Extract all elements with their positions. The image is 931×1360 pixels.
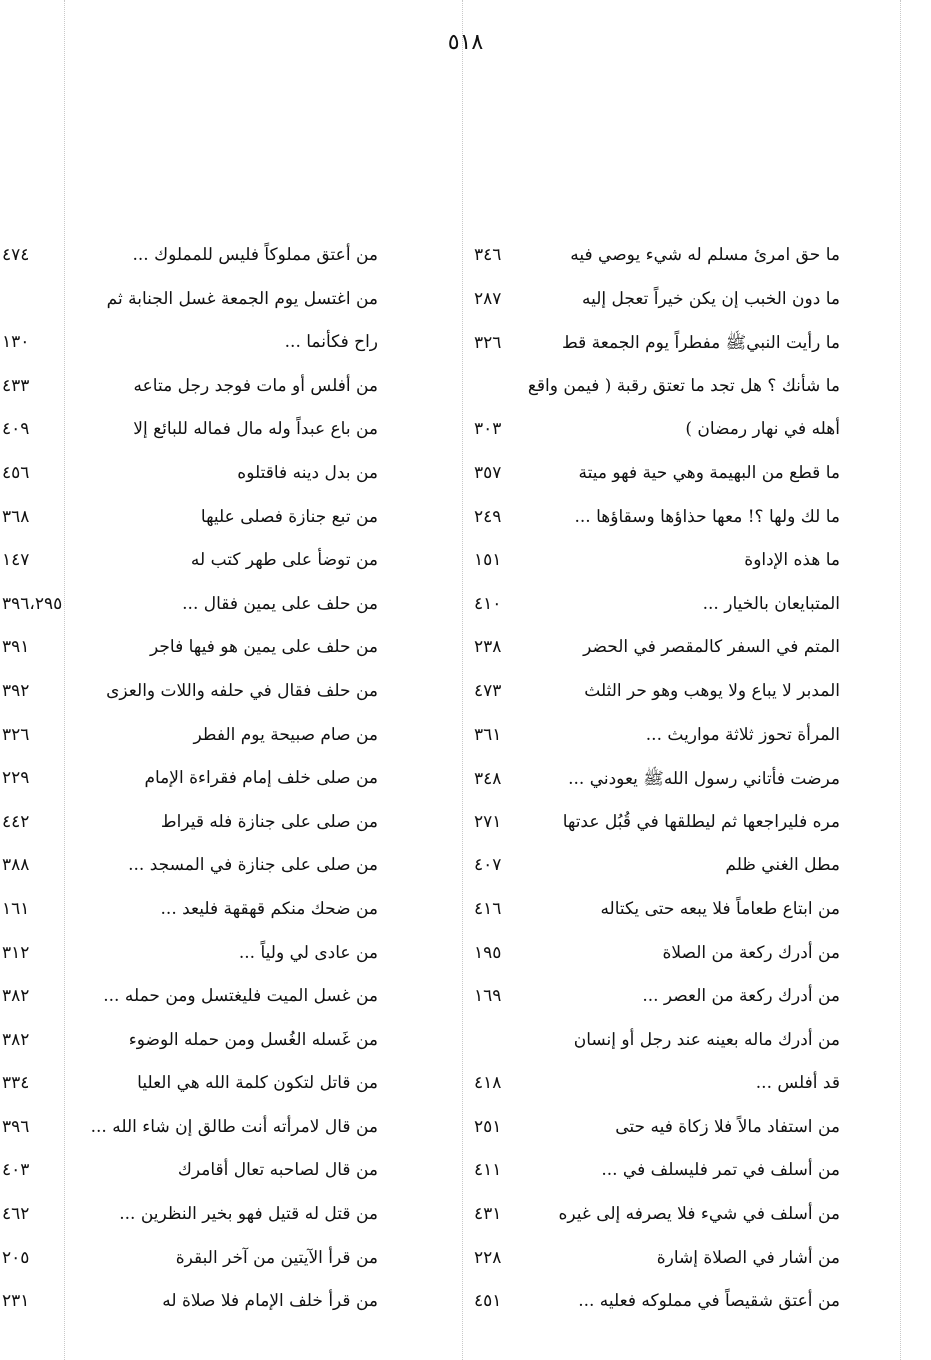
index-entry <box>468 550 840 594</box>
entry-page-number: ٣٩١ <box>2 637 30 658</box>
entry-text: مطل الغني ظلم <box>725 855 840 876</box>
entry-text: من قرأ خلف الإمام فلا صلاة له <box>162 1291 378 1312</box>
entry-text: راح فكأنما ... <box>284 332 378 353</box>
entry-text: من حلف على يمين فقال ... <box>182 593 378 614</box>
index-entry <box>0 812 378 856</box>
entry-text: ما حق امرئ مسلم له شيء يوصي فيه <box>570 245 840 265</box>
entry-page-number: ٤٣٣ <box>2 375 30 396</box>
entry-text: مره فليراجعها ثم ليطلقها في قُبُل عدتها <box>562 811 840 832</box>
entry-text: من حلف فقال في حلفه واللات والعزى <box>106 680 378 701</box>
index-entry <box>0 376 378 420</box>
entry-page-number: ٤٧٤ <box>2 245 30 265</box>
index-entry <box>468 637 840 681</box>
index-entry <box>468 1117 840 1161</box>
index-entry <box>0 637 378 681</box>
index-entry <box>0 1160 378 1204</box>
entry-page-number: ١٣٠ <box>2 332 30 353</box>
index-entry <box>468 943 840 987</box>
index-entry <box>0 289 378 333</box>
entry-page-number: ٤٦٢ <box>2 1204 30 1225</box>
index-entry <box>468 1248 840 1292</box>
entry-text: من استفاد مالاً فلا زكاة فيه حتى <box>615 1116 840 1137</box>
entry-text: من قال لامرأته أنت طالق إن شاء الله ... <box>90 1116 378 1137</box>
entry-text: من صلى على جنازة في المسجد ... <box>128 855 378 876</box>
index-entry <box>468 855 840 899</box>
entry-text: من عادى لي ولياً ... <box>238 942 378 963</box>
entry-page-number: ٢٣١ <box>2 1291 30 1312</box>
entry-page-number: ٢٣٨ <box>474 637 502 658</box>
index-entry <box>468 1160 840 1204</box>
entry-page-number: ٣١٢ <box>2 942 30 963</box>
entry-page-number: ٣٣٤ <box>2 1073 30 1094</box>
index-entry <box>0 332 378 376</box>
entry-text: من اغتسل يوم الجمعة غسل الجنابة ثم <box>106 288 378 309</box>
entry-text: أهله في نهار رمضان ) <box>685 419 840 440</box>
entry-page-number: ٣٩٢ <box>2 680 30 701</box>
index-entry <box>468 245 840 289</box>
entry-page-number: ٤٧٣ <box>474 680 502 701</box>
entry-text: من أسلف في شيء فلا يصرفه إلى غيره <box>558 1204 840 1225</box>
entry-page-number: ٣٠٣ <box>474 419 502 440</box>
entry-text: من أشار في الصلاة إشارة <box>656 1247 840 1268</box>
entry-page-number: ٤٤٢ <box>2 811 30 832</box>
index-entry <box>468 725 840 769</box>
entry-text: ما لك ولها ؟! معها حذاؤها وسقاؤها ... <box>574 506 840 527</box>
entry-text: من أعتق مملوكاً فليس للمملوك ... <box>132 245 378 265</box>
entry-page-number: ٤١٠ <box>474 593 502 614</box>
index-column-right <box>468 245 840 1335</box>
entry-text: من أدرك ماله بعينه عند رجل أو إنسان <box>573 1029 840 1050</box>
entry-page-number: ٢٥١ <box>474 1116 502 1137</box>
entry-text: من ابتاع طعاماً فلا يبعه حتى يكتاله <box>600 898 840 919</box>
entry-page-number: ٣٥٧ <box>474 462 502 483</box>
index-entry <box>468 986 840 1030</box>
entry-page-number: ١٤٧ <box>2 550 30 571</box>
entry-page-number: ٣٢٦ <box>474 333 502 354</box>
entry-text: من ضحك منكم قهقهة فليعد ... <box>160 898 378 919</box>
entry-page-number: ٢٧١ <box>474 811 502 832</box>
index-entry <box>0 507 378 551</box>
entry-page-number: ٣٨٢ <box>2 1029 30 1050</box>
index-entry <box>468 463 840 507</box>
index-entry <box>0 594 378 638</box>
entry-page-number: ٤١٨ <box>474 1073 502 1094</box>
entry-text: من توضأ على طهر كتب له <box>190 550 378 571</box>
entry-page-number: ٤٥١ <box>474 1291 502 1312</box>
index-entry <box>468 1030 840 1074</box>
index-entry <box>468 681 840 725</box>
index-entry <box>0 986 378 1030</box>
index-entry <box>0 681 378 725</box>
entry-text: من أسلف في تمر فليسلف في ... <box>601 1160 840 1181</box>
entry-page-number: ١٦١ <box>2 898 30 919</box>
entry-text: من باع عبداً وله مال فماله للبائع إلا <box>133 419 378 440</box>
entry-page-number: ٣٤٦ <box>474 245 502 265</box>
index-entry <box>468 332 840 376</box>
entry-text: من غَسله الغُسل ومن حمله الوضوء <box>128 1029 378 1050</box>
entry-text: من أفلس أو مات فوجد رجل متاعه <box>133 375 378 396</box>
index-entry <box>0 1117 378 1161</box>
index-entry <box>468 594 840 638</box>
entry-text: مرضت فأتاني رسول اللهﷺ يعودني ... <box>568 769 840 790</box>
entry-text: المدبر لا يباع ولا يوهب وهو حر الثلث <box>584 680 840 701</box>
index-entry <box>0 1030 378 1074</box>
entry-page-number: ٤٠٩ <box>2 419 30 440</box>
index-entry <box>468 1204 840 1248</box>
index-entry <box>0 463 378 507</box>
entry-page-number: ٣٤٨ <box>474 769 502 790</box>
index-entry <box>468 376 840 420</box>
index-entry <box>0 855 378 899</box>
index-entry <box>468 419 840 463</box>
entry-text: من غسل الميت فليغتسل ومن حمله ... <box>103 986 378 1007</box>
entry-text: ما هذه الإداوة <box>744 550 840 571</box>
index-entry <box>0 768 378 812</box>
entry-page-number: ٣٨٨ <box>2 855 30 876</box>
entry-page-number: ٤٠٧ <box>474 855 502 876</box>
index-entry <box>0 943 378 987</box>
entry-page-number: ٤١٦ <box>474 898 502 919</box>
entry-page-number: ٤١١ <box>474 1160 502 1181</box>
entry-text: من أدرك ركعة من العصر ... <box>642 986 840 1007</box>
entry-text: قد أفلس ... <box>755 1073 840 1094</box>
entry-text: من بدل دينه فاقتلوه <box>237 462 378 483</box>
entry-text: من صلى خلف إمام فقراءة الإمام <box>144 768 378 789</box>
entry-text: المتبايعان بالخيار ... <box>702 593 840 614</box>
index-entry <box>0 1204 378 1248</box>
page-number: ٥١٨ <box>447 30 484 55</box>
index-entry <box>0 899 378 943</box>
index-entry <box>0 245 378 289</box>
index-entry <box>0 1073 378 1117</box>
index-entry <box>468 289 840 333</box>
index-entry <box>468 507 840 551</box>
index-entry <box>0 1291 378 1335</box>
index-column-left <box>0 245 378 1335</box>
entry-page-number: ١٩٥ <box>474 942 502 963</box>
entry-page-number: ٣٦١ <box>474 724 502 745</box>
index-entry <box>468 1073 840 1117</box>
entry-text: ما رأيت النبيﷺ مفطراً يوم الجمعة قط <box>561 333 840 354</box>
entry-text: من أدرك ركعة من الصلاة <box>662 942 840 963</box>
entry-text: المرأة تحوز ثلاثة مواريث ... <box>645 724 840 745</box>
entry-text: من صلى على جنازة فله قيراط <box>160 811 378 832</box>
entry-page-number: ٢٢٩ <box>2 768 30 789</box>
entry-page-number: ١٦٩ <box>474 986 502 1007</box>
entry-text: من قتل له قتيل فهو بخير النظرين ... <box>119 1204 378 1225</box>
index-entry <box>0 550 378 594</box>
index-entry <box>0 419 378 463</box>
index-entry <box>468 899 840 943</box>
entry-text: من صام صبيحة يوم الفطر <box>193 724 378 745</box>
entry-text: ما شأنك ؟ هل تجد ما تعتق رقبة ( فيمن واقع <box>527 375 840 396</box>
entry-page-number: ٢٢٨ <box>474 1247 502 1268</box>
index-entry <box>468 812 840 856</box>
index-entry <box>468 1291 840 1335</box>
entry-text: ما دون الخبب إن يكن خيراً تعجل إليه <box>581 288 840 309</box>
entry-page-number: ٤٣١ <box>474 1204 502 1225</box>
entry-page-number: ٢٠٥ <box>2 1247 30 1268</box>
entry-page-number: ٢٨٧ <box>474 288 502 309</box>
index-entry <box>0 1248 378 1292</box>
entry-page-number: ٣٩٦ <box>2 1116 30 1137</box>
entry-text: من تبع جنازة فصلى عليها <box>200 506 378 527</box>
entry-page-number: ٣٨٢ <box>2 986 30 1007</box>
entry-page-number: ١٥١ <box>474 550 502 571</box>
entry-text: ما قطع من البهيمة وهي حية فهو ميتة <box>578 462 840 483</box>
entry-text: من حلف على يمين هو فيها فاجر <box>150 637 378 658</box>
entry-text: من قاتل لتكون كلمة الله هي العليا <box>137 1073 378 1094</box>
entry-page-number: ٤٥٦ <box>2 462 30 483</box>
entry-page-number: ٣٢٦ <box>2 724 30 745</box>
entry-text: من قرأ الآيتين من آخر البقرة <box>175 1247 378 1268</box>
entry-page-number: ٤٠٣ <box>2 1160 30 1181</box>
dotted-guide-line <box>900 0 901 1360</box>
entry-text: المتم في السفر كالمقصر في الحضر <box>583 637 840 658</box>
index-entry <box>0 725 378 769</box>
entry-page-number: ٣٩٦،٢٩٥ <box>2 593 63 614</box>
entry-page-number: ٣٦٨ <box>2 506 30 527</box>
index-entry <box>468 768 840 812</box>
entry-page-number: ٢٤٩ <box>474 506 502 527</box>
entry-text: من أعتق شقيصاً في مملوكه فعليه ... <box>578 1291 840 1312</box>
entry-text: من قال لصاحبه تعال أقامرك <box>177 1160 378 1181</box>
dotted-guide-line <box>462 0 463 1360</box>
